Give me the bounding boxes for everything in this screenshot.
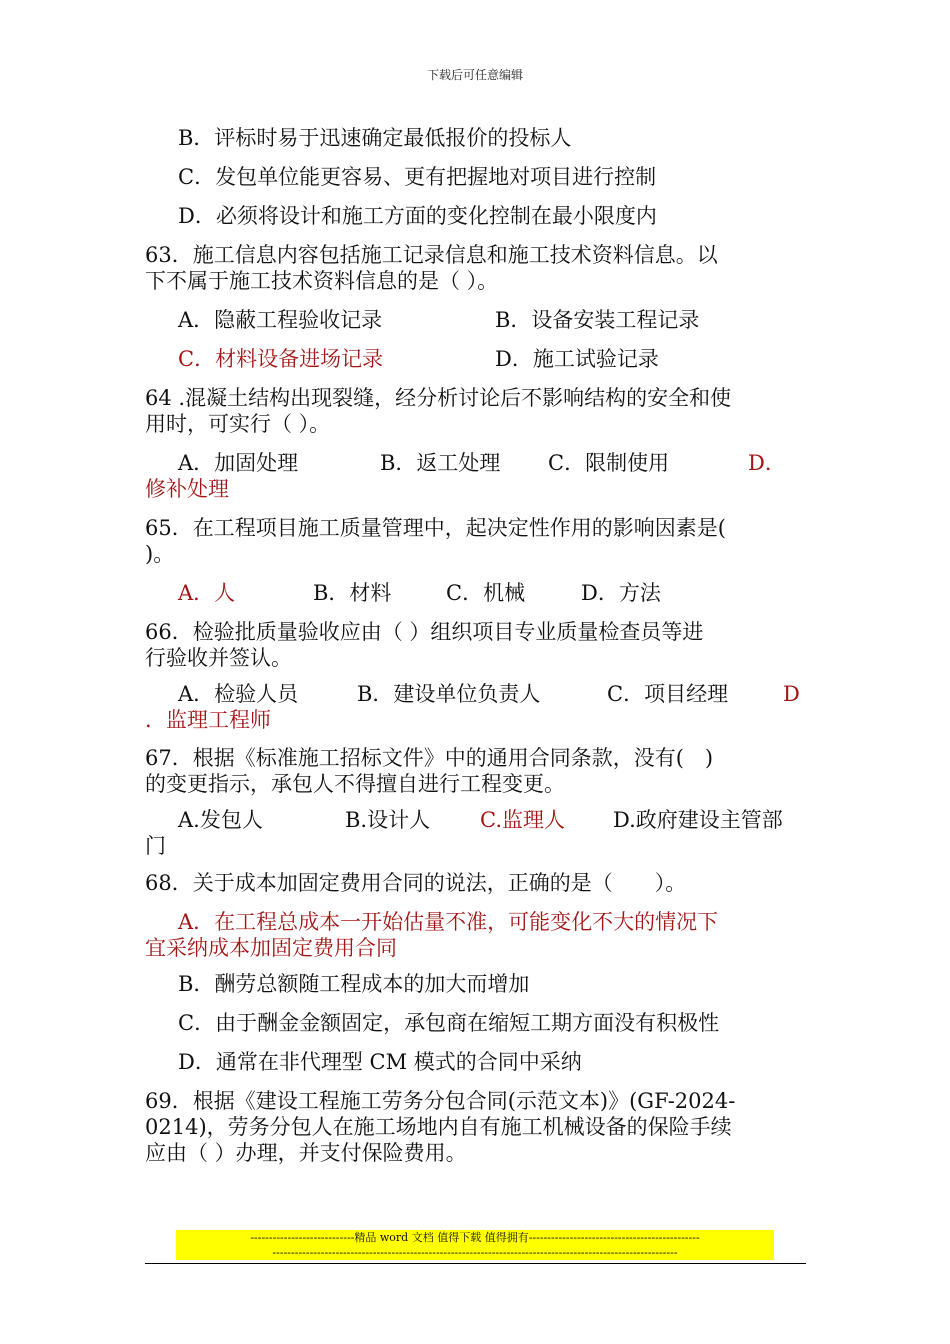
q66-option-a: A．检验人员	[178, 682, 299, 706]
q69-text-line2: 0214)，劳务分包人在施工场地内自有施工机械设备的保险手续	[145, 1115, 732, 1139]
q69-text-line3: 应由（ ）办理，并支付保险费用。	[145, 1141, 467, 1165]
q68-option-a-answer: A．在工程总成本一开始估量不准，可能变化不大的情况下	[178, 910, 719, 934]
q65-options-row	[0, 580, 950, 606]
q68-option-d: D．通常在非代理型 CM 模式的合同中采纳	[178, 1050, 582, 1074]
q64-text-line1: 64 .混凝土结构出现裂缝，经分析讨论后不影响结构的安全和使	[145, 386, 732, 410]
q64-option-b: B．返工处理	[380, 451, 501, 475]
q66-text-line1: 66．检验批质量验收应由（ ）组织项目专业质量检查员等进	[145, 620, 704, 644]
q66-option-b: B．建设单位负责人	[357, 682, 541, 706]
q64-option-d-answer: D．	[748, 451, 786, 475]
q66-option-c: C．项目经理	[607, 682, 729, 706]
q62-option-c: C．发包单位能更容易、更有把握地对项目进行控制	[178, 165, 657, 189]
q65-option-a-answer: A．人	[178, 581, 236, 605]
q62-option-b: B．评标时易于迅速确定最低报价的投标人	[178, 126, 572, 150]
q65-text-line1: 65．在工程项目施工质量管理中，起决定性作用的影响因素是(	[145, 516, 726, 540]
q64-option-c: C．限制使用	[548, 451, 670, 475]
q68-option-c: C．由于酬金金额固定，承包商在缩短工期方面没有积极性	[178, 1011, 720, 1035]
q66-option-d-answer: D	[783, 682, 800, 706]
q63-text-line2: 下不属于施工技术资料信息的是（ ）。	[145, 269, 499, 293]
q65-text-line2: )。	[145, 542, 175, 566]
q66-option-d-answer-cont: ．监理工程师	[145, 708, 271, 732]
q63-option-c-answer: C．材料设备进场记录	[178, 347, 384, 371]
q68-option-b: B．酬劳总额随工程成本的加大而增加	[178, 972, 530, 996]
q67-option-d: D.政府建设主管部	[613, 808, 783, 832]
header-note: 下载后可任意编辑	[426, 68, 523, 82]
footer-banner-line1: ----------------------------精品 word 文档 值得下载 值得拥有----------------------------------------------	[176, 1230, 774, 1245]
q64-options-row	[0, 450, 950, 476]
q64-option-d-answer-cont: 修补处理	[145, 477, 229, 501]
q66-text-line2: 行验收并签认。	[145, 646, 292, 670]
q65-option-c: C．机械	[446, 581, 526, 605]
q64-text-line2: 用时，可实行（ ）。	[145, 412, 331, 436]
q65-option-d: D．方法	[581, 581, 661, 605]
q64-option-a: A．加固处理	[178, 451, 299, 475]
q67-option-a: A.发包人	[178, 808, 263, 832]
footer-banner-line2: -------------------------------------------------------------------------------------------------------------	[176, 1245, 774, 1260]
q63-option-d: D．施工试验记录	[495, 347, 659, 371]
q62-option-d: D．必须将设计和施工方面的变化控制在最小限度内	[178, 204, 657, 228]
q63-option-a: A．隐蔽工程验收记录	[178, 308, 383, 332]
q67-options-row	[0, 807, 950, 833]
q67-text-line2: 的变更指示，承包人不得擅自进行工程变更。	[145, 772, 565, 796]
q67-text-line1: 67．根据《标准施工招标文件》中的通用合同条款，没有( )	[145, 746, 714, 770]
q67-option-d-cont: 门	[145, 834, 166, 858]
q68-option-a-answer-cont: 宜采纳成本加固定费用合同	[145, 936, 397, 960]
q67-option-c-answer: C.监理人	[480, 808, 565, 832]
q63-options-row1	[0, 307, 950, 333]
q67-option-b: B.设计人	[345, 808, 431, 832]
q63-text-line1: 63．施工信息内容包括施工记录信息和施工技术资料信息。以	[145, 243, 718, 267]
q65-option-b: B．材料	[313, 581, 392, 605]
q68-text: 68．关于成本加固定费用合同的说法，正确的是（ ）。	[145, 871, 687, 895]
q63-option-b: B．设备安装工程记录	[495, 308, 700, 332]
footer-rule	[145, 1263, 806, 1264]
q69-text-line1: 69．根据《建设工程施工劳务分包合同(示范文本)》(GF-2024-	[145, 1089, 736, 1113]
q66-options-row	[0, 681, 950, 707]
q63-options-row2	[0, 346, 950, 372]
